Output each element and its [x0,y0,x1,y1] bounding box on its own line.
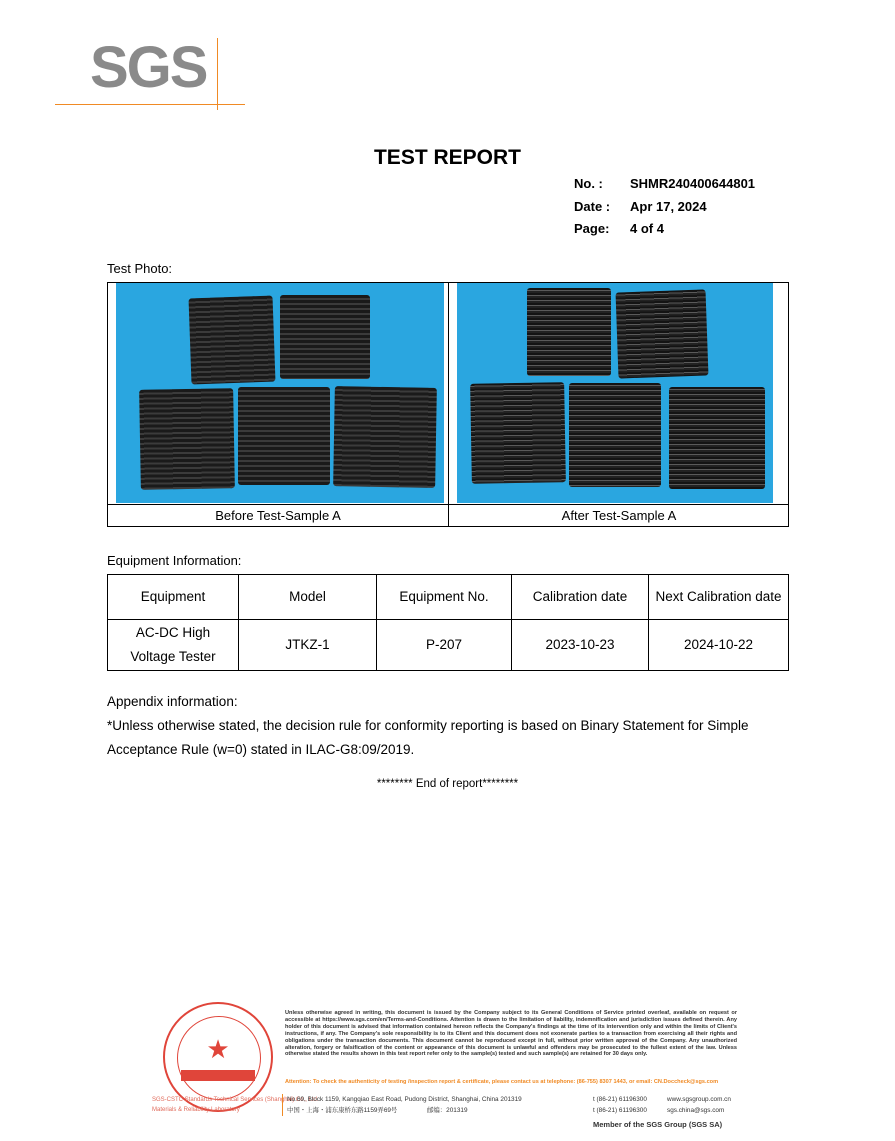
website: www.sgsgroup.com.cn [667,1096,731,1103]
footer-disclaimer: Unless otherwise agreed in writing, this document is issued by the Company subject to its General Conditions of Service printed overleaf, available on request or accessible at https://www.sgs.com/en/Terms-and-Conditions. Attention is drawn to the limitation of liability, indemnification and jurisdiction issues defined therein. Any holder of this document is advised that information contained hereon reflects the Company's findings at the time of its intervention only and within the limits of Client's instructions, if any. The Company's sole responsibility is to its Client and this document does not exonerate parties to a transaction from exercising all their rights and obligations under the transaction documents. This document cannot be reproduced except in full, without prior written approval of the Company. Any unauthorized alteration, forgery or falsification of the content or appearance of this document is unlawful and offenders may be prosecuted to the fullest extent of the law. Unless otherwise stated the results shown in this test report refer only to the sample(s) tested and such sample(s) are retained for 30 days only. [285,1010,737,1058]
sample-pad [527,288,611,376]
footer-member: Member of the SGS Group (SGS SA) [593,1120,723,1129]
sample-pad [470,382,566,484]
footer-company-lab: Materials & Reliability Laboratory [152,1107,240,1113]
photo-divider [448,283,449,526]
stamp-band [181,1070,255,1081]
table-row [108,620,789,671]
report-date-value: Apr 17, 2024 [630,199,707,214]
sample-pad [616,289,709,378]
end-of-report: ******** End of report******** [376,778,519,790]
address-en: No.69, Block 1159, Kangqiao East Road, Pudong District, Shanghai, China 201319 [287,1096,522,1103]
table-cell: AC-DC High Voltage Tester [108,620,239,671]
table-header-row [108,575,789,620]
after-test-photo [457,283,773,503]
footer-company-name: SGS-CSTC Standards Technical Services (Shanghai) Co., Ltd. [152,1097,319,1103]
header-cell: Model [239,575,377,620]
report-title: TEST REPORT [373,146,521,169]
sample-pad [333,386,437,488]
before-test-caption: Before Test-Sample A [215,508,341,523]
email: sgs.china@sgs.com [667,1107,725,1114]
report-page-value: 4 of 4 [630,221,664,236]
test-photo-table [107,282,789,527]
footer-address-row [287,1094,742,1105]
table-cell: P-207 [377,620,512,671]
header-cell: Equipment [108,575,239,620]
sample-pad [189,296,276,385]
report-date [574,199,707,214]
table-cell: JTKZ-1 [239,620,377,671]
report-date-label: Date : [574,199,611,214]
report-number-value: SHMR240400644801 [630,176,756,191]
header-cell: Calibration date [512,575,649,620]
report-page-label: Page: [574,221,610,236]
address-cn: 中国・上海・浦东康桥东路1159弄69号 [287,1107,398,1114]
telephone: t (86-21) 61196300 [593,1107,647,1114]
sample-pad [569,383,661,487]
before-test-photo [116,283,444,503]
sample-pad [238,387,330,485]
table-cell: 2024-10-22 [649,620,789,671]
table-cell: 2023-10-23 [512,620,649,671]
header-cell: Next Calibration date [649,575,789,620]
sample-pad [669,387,765,489]
test-photo-label: Test Photo: [107,261,173,276]
report-page [574,221,664,236]
footer-attention: Attention: To check the authenticity of testing /inspection report & certificate, please contact us at telephone: (86-755) 8307 1443, or email: CN.Doccheck@sgs.com [285,1079,719,1085]
logo-vertical-rule [217,38,218,110]
equipment-table [107,574,789,671]
sample-pad [139,388,235,490]
header-cell: Equipment No. [377,575,512,620]
sample-pad [280,295,370,379]
appendix-label: Appendix information: [107,694,238,709]
footer-address-row [287,1105,742,1116]
after-test-caption: After Test-Sample A [561,508,677,523]
footer-address [282,1094,742,1116]
postcode-cn: 邮编：201319 [427,1107,468,1114]
appendix-text: *Unless otherwise stated, the decision rule for conformity reporting is based on Binary Statement for Simple Acceptance Rule (w=0) stated in ILAC-G8:09/2019. [107,718,749,757]
star-icon: ★ [206,1034,230,1064]
equipment-info-label: Equipment Information: [107,553,242,568]
telephone: t (86-21) 61196300 [593,1096,647,1103]
logo-text: SGS [90,35,207,100]
sgs-logo [55,35,250,110]
report-number [574,176,755,191]
report-number-label: No. : [574,176,603,191]
